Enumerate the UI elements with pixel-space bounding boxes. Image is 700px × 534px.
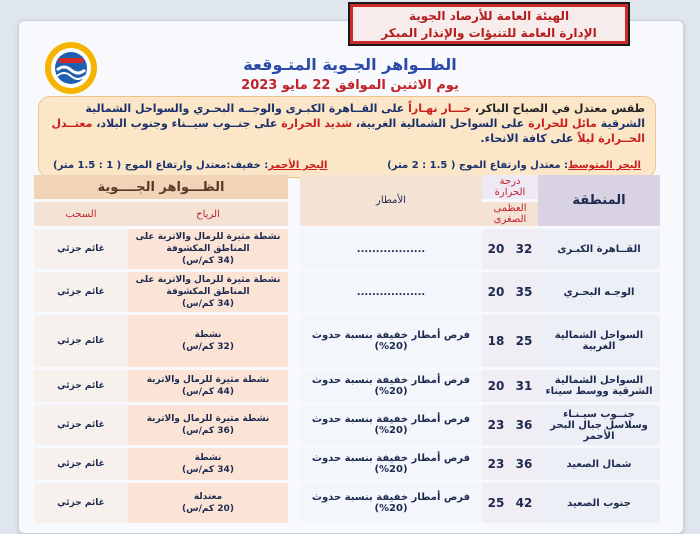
min-temp-cell: 25 [482,483,510,523]
wind-text: معتدلة [193,492,223,502]
wind-speed: (32 كم/س) [182,342,234,352]
wind-speed: (34 كم/س) [182,465,234,475]
wind-text: نشطة مثيرة للرمال والاتربة [146,375,270,385]
region-cell: جنوب الصعيد [538,483,660,523]
summary-part-6: شديد الحرارة [281,117,353,130]
rain-cell: .................. [300,272,482,312]
table-row [34,483,660,523]
page-title: الظــواهر الجـوية المتـوقعة [243,55,457,74]
authority-name: الهيئة العامة للأرصاد الجوية [408,9,570,23]
wind-cell [128,405,288,445]
sea-state-row [39,158,655,173]
summary-part-4: مائل للحرارة [528,117,597,130]
cloud-cell: غائم جزئي [34,315,128,367]
red-sea-state [53,158,327,173]
max-temp-cell: 25 [510,315,538,367]
max-temp-cell: 36 [510,405,538,445]
wind-text: نشطة مثيرة للرمال والاتربة على المناطق المكشوفة [135,232,281,254]
phenomena-header: الظـــواهر الجــــوية [34,175,288,199]
rain-cell: .................. [300,229,482,269]
rain-cell: فرص أمطار خفيفة بنسبة حدوث (20%) [300,448,482,480]
weather-table [34,172,660,526]
cloud-cell: غائم جزئي [34,448,128,480]
ema-logo-icon [43,40,99,96]
max-temp-cell: 35 [510,272,538,312]
summary-part-3: على القــاهرة الكبـرى والوجــه البحـري والسواحل الشمالية الشرقية [85,102,645,130]
region-cell: السواحل الشمالية الشرقية ووسط سيناء [538,370,660,402]
rain-cell: فرص أمطار خفيفة بنسبة حدوث (20%) [300,405,482,445]
region-header: المنطقة [538,175,660,226]
region-cell: جنــوب سيـنـاء وسلاسل جبال البحر الأحمر [538,405,660,445]
min-temp-cell: 20 [482,370,510,402]
table-row [34,229,660,269]
rain-cell: فرص أمطار خفيفة بنسبة حدوث (20%) [300,483,482,523]
cloud-cell: غائم جزئي [34,483,128,523]
wind-cell [128,229,288,269]
cloud-cell: غائم جزئي [34,405,128,445]
region-cell: شمال الصعيد [538,448,660,480]
summary-part-5: على السواحل الشمالية الغربية، [352,117,529,130]
max-temp-cell: 32 [510,229,538,269]
max-temp-cell: 31 [510,370,538,402]
region-cell: القــاهرة الكبـرى [538,229,660,269]
region-cell: السواحل الشمالية الغربية [538,315,660,367]
rain-cell: فرص أمطار خفيفة بنسبة حدوث (20%) [300,370,482,402]
wind-cell [128,483,288,523]
summary-part-9: على كافة الانحاء. [480,132,578,145]
summary-part-2: حـــار نهـاراً [408,102,472,115]
summary-part-7: على جنــوب سيــناء وجنوب البلاد، [92,117,282,130]
table-row [34,405,660,445]
wind-speed: (34 كم/س) [182,299,234,309]
cloud-cell: غائم جزئي [34,370,128,402]
red-sea-text: : خفيف:معتدل وارتفاع الموج ( 1 : 1.5 متر) [53,160,269,171]
wind-speed: (36 كم/س) [182,426,234,436]
min-temp-cell: 23 [482,448,510,480]
wind-text: نشطة [194,330,222,340]
wind-speed: (20 كم/س) [182,504,234,514]
wind-cell [128,315,288,367]
cloud-header: السحب [34,202,128,226]
max-temp-cell: 42 [510,483,538,523]
table-row [34,315,660,367]
rain-header: الأمطار [300,175,482,226]
wind-speed: (34 كم/س) [182,256,234,266]
min-temp-cell: 20 [482,229,510,269]
wind-speed: (44 كم/س) [182,387,234,397]
table-row [34,448,660,480]
wind-text: نشطة [194,453,222,463]
table-row [34,370,660,402]
wind-cell [128,272,288,312]
med-sea-text: : معتدل وارتفاع الموج ( 1.5 : 2 متر) [387,160,569,171]
min-temp-cell: 23 [482,405,510,445]
red-sea-label: البحر الأحمر [268,160,328,171]
summary-part-8: معتــدل الحــرارة ليلاً [51,117,645,145]
min-temp-cell: 18 [482,315,510,367]
med-sea-state [387,158,641,173]
cloud-cell: غائم جزئي [34,229,128,269]
forecast-date: يوم الاثنين الموافق 22 مايو 2023 [241,78,459,93]
temperature-header: درجة الحرارة [482,175,538,199]
max-temp-cell: 36 [510,448,538,480]
table-row [34,272,660,312]
cloud-cell: غائم جزئي [34,272,128,312]
wind-header: الرياح [128,202,288,226]
summary-part-1: طقس معتدل في الصباح الباكر، [471,102,645,115]
min-temp-cell: 20 [482,272,510,312]
rain-cell: فرص أمطار خفيفة بنسبة حدوث (20%) [300,315,482,367]
region-cell: الوجـه البحـري [538,272,660,312]
wind-text: نشطة مثيرة للرمال والاتربة [146,414,270,424]
wind-cell [128,448,288,480]
wind-cell [128,370,288,402]
wind-text: نشطة مثيرة للرمال والاتربة على المناطق المكشوفة [135,275,281,297]
min-max-header: العظمى الصغرى [482,202,538,226]
authority-banner [348,2,630,46]
med-sea-label: البحر المتوسط [568,160,641,171]
forecast-summary [38,96,656,178]
department-name: الإدارة العامة للتنبؤات والإنذار المبكر [381,26,597,40]
